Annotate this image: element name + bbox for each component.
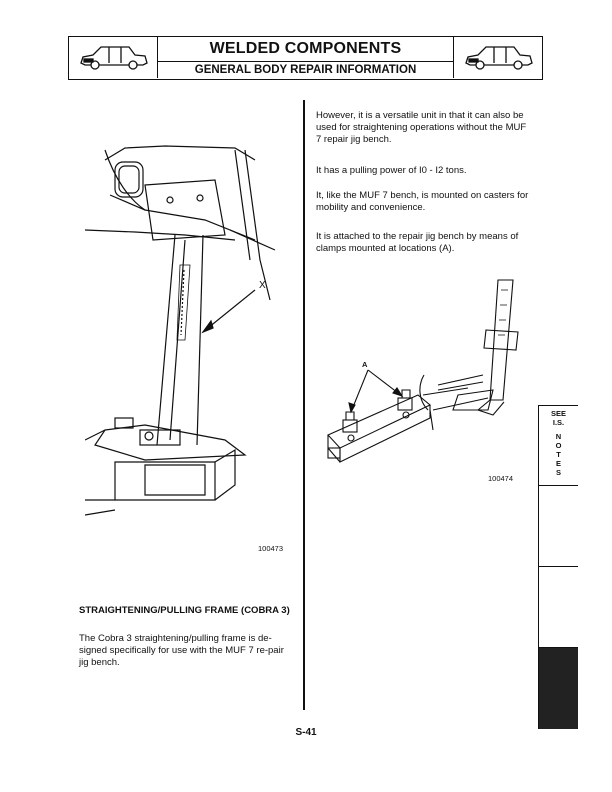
figure-code: 100473 bbox=[258, 544, 284, 553]
tab-section bbox=[539, 486, 578, 567]
paragraph-1: However, it is a versatile unit in that it can also be used for straightening operations without the MUF 7 repair jig bench. bbox=[316, 110, 527, 146]
left-paragraph: The Cobra 3 straightening/pulling frame is de-signed specifically for use with the MUF 7 re-pair jig bench. bbox=[79, 633, 284, 669]
header-center bbox=[158, 37, 453, 79]
tab-section-active bbox=[539, 648, 578, 729]
figure-code: 100474 bbox=[488, 474, 514, 483]
column-divider bbox=[303, 100, 305, 710]
notes-letters bbox=[556, 432, 562, 477]
notes-letter: T bbox=[556, 450, 561, 459]
notes-letter: E bbox=[555, 459, 561, 468]
callout-x: X bbox=[259, 280, 266, 291]
figure-jig-bench-attachment bbox=[318, 270, 533, 480]
callout-a: A bbox=[362, 360, 368, 369]
page-header bbox=[68, 36, 543, 80]
see-is-notes-box bbox=[539, 405, 578, 486]
page-title: WELDED COMPONENTS bbox=[209, 40, 402, 57]
is-label: I.S. bbox=[552, 418, 565, 427]
paragraph-2: It has a pulling power of I0 - I2 tons. bbox=[316, 165, 467, 176]
page-subtitle: GENERAL BODY REPAIR INFORMATION bbox=[158, 61, 453, 79]
paragraph-4: It is attached to the repair jig bench by means of clamps mounted at locations (A). bbox=[316, 231, 519, 255]
see-label: SEE bbox=[550, 409, 566, 418]
page-number: S-41 bbox=[295, 727, 317, 738]
car-body-icon bbox=[69, 37, 158, 78]
notes-letter: S bbox=[555, 468, 561, 477]
car-body-icon bbox=[453, 37, 542, 78]
paragraph-3: It, like the MUF 7 bench, is mounted on casters for mobility and convenience. bbox=[316, 190, 529, 214]
side-notes-tab bbox=[538, 405, 578, 729]
tab-section bbox=[539, 567, 578, 648]
figure-pulling-frame bbox=[85, 140, 285, 540]
notes-letter: N bbox=[555, 432, 562, 441]
section-heading: STRAIGHTENING/PULLING FRAME (COBRA 3) bbox=[79, 605, 290, 616]
notes-letter: O bbox=[555, 441, 562, 450]
